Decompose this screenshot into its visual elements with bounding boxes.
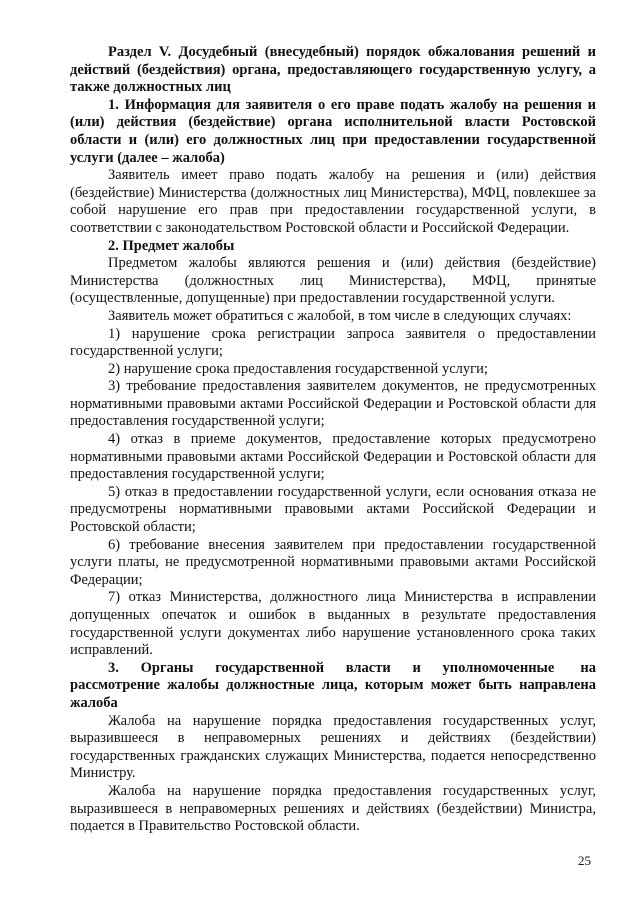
list-item: 2) нарушение срока предоставления государственной услуги;	[108, 360, 488, 377]
list-item: 1) нарушение срока регистрации запроса заявителя о предоставлении государственной услуги;	[70, 325, 596, 360]
heading-1: 1. Информация для заявителя о его праве подать жалобу на решения и (или) действия (бездействие) органа исполнительной власти Ростовской области и (или) его должностных лиц при предоставлении государственной услуги (далее – жалоба)	[70, 96, 596, 166]
list-item: 4) отказ в приеме документов, предоставление которых предусмотрено нормативными правовыми актами Российской Федерации и Ростовской области для предоставления государственной услуги;	[70, 431, 596, 483]
paragraph-cases-intro: Заявитель может обратиться с жалобой, в том числе в следующих случаях:	[108, 307, 572, 324]
paragraph-complaint-minister: Жалоба на нарушение порядка предоставления государственных услуг, выразившееся в неправомерных решениях и действиях (бездействии) государственных гражданских служащих Министерства, подается непосредственно Министру.	[70, 712, 596, 782]
page-number: 25	[578, 853, 591, 868]
document-page	[70, 44, 600, 836]
section-title: Раздел V. Досудебный (внесудебный) порядок обжалования решений и действий (бездействия) органа, предоставляющего государственную услугу, а также должностных лиц	[70, 44, 596, 96]
list-item: 5) отказ в предоставлении государственной услуги, если основания отказа не предусмотрены нормативными правовыми актами Российской Федерации и Ростовской области;	[70, 483, 596, 536]
heading-3: 3. Органы государственной власти и уполномоченные на рассмотрение жалобы должностные лица, которым может быть направлена жалоба	[70, 659, 600, 711]
list-item: 3) требование предоставления заявителем документов, не предусмотренных нормативными правовыми актами Российской Федерации и Ростовской области для предоставления государственной услуги;	[70, 378, 596, 430]
paragraph-right-to-complain: Заявитель имеет право подать жалобу на решения и (или) действия (бездействие) Министерства (должностных лиц Министерства), МФЦ, повлекшее за собой нарушение его прав при предоставлении государственной услуги, в соответствии с законодательством Ростовской области и Российской Федерации.	[70, 167, 596, 236]
list-item: 7) отказ Министерства, должностного лица Министерства в исправлении допущенных опечаток и ошибок в выданных в результате предоставления государственной услуги документах либо нарушение установленного срока таких исправлений.	[70, 589, 596, 659]
heading-2: 2. Предмет жалобы	[108, 237, 235, 254]
paragraph-subject: Предметом жалобы являются решения и (или) действия (бездействие) Министерства (должностных лиц Министерства), МФЦ, принятые (осуществленные, допущенные) при предоставлении государственной услуги.	[70, 255, 596, 307]
list-item: 6) требование внесения заявителем при предоставлении государственной услуги платы, не предусмотренной нормативными правовыми актами Российской Федерации;	[70, 536, 596, 588]
paragraph-complaint-government: Жалоба на нарушение порядка предоставления государственных услуг, выразившееся в неправомерных решениях и действиях (бездействии) Министра, подается в Правительство Ростовской области.	[70, 782, 596, 835]
